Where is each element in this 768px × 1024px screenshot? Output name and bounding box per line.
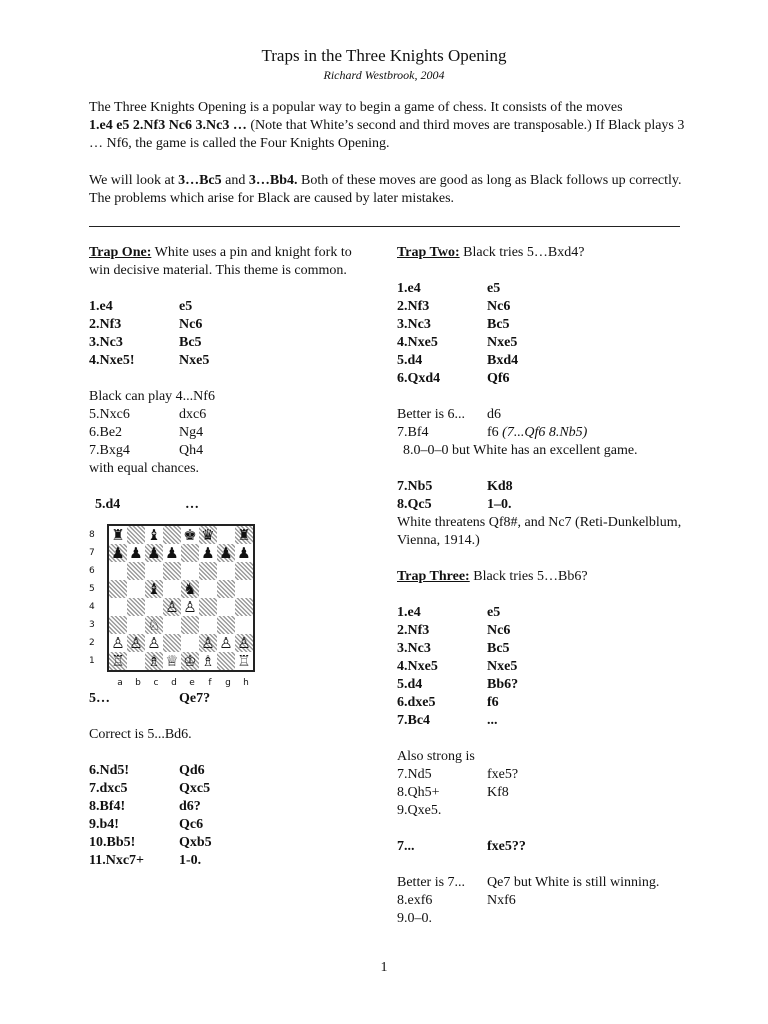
move-row: [397, 766, 697, 784]
move-row: [397, 280, 697, 298]
move-row: [89, 762, 374, 780]
chess-piece: ♞: [183, 580, 197, 598]
board-square: [145, 652, 163, 670]
board-square: [217, 652, 235, 670]
move-black: Nxe5: [487, 659, 518, 674]
chess-piece: ♙: [183, 598, 197, 616]
move-white: 7.dxc5: [89, 781, 128, 796]
trap-three-also: Also strong is: [397, 749, 475, 764]
chess-piece: ♙: [219, 634, 233, 652]
move-white: 8.Qh5+: [397, 785, 440, 800]
board-square: [163, 526, 181, 544]
board-square: [109, 598, 127, 616]
board-square: [145, 562, 163, 580]
chess-piece: ♗: [147, 652, 161, 670]
trap-one-moves: [89, 298, 374, 370]
intro-text-b: (Note that White’s second and third moves are transposable.) If Black plays 3 … Nf6, the game is called the Four Knights Opening.: [89, 118, 685, 151]
trap-two-moves-2: [397, 478, 697, 514]
move-row: [397, 640, 697, 658]
move-black: fxe5??: [487, 839, 526, 854]
file-label: a: [117, 678, 123, 688]
board-square: [127, 580, 145, 598]
rank-label: 2: [89, 638, 95, 648]
chess-piece: ♟: [237, 544, 251, 562]
move-white: 1.e4: [397, 605, 421, 620]
board-square: [145, 598, 163, 616]
board-square: [127, 634, 145, 652]
intro2-text: We will look at: [89, 173, 179, 188]
trap-one-move-5b: [89, 690, 374, 708]
move-white: 8.exf6: [397, 893, 433, 908]
move-row: [397, 604, 697, 622]
move-black: Bb6?: [487, 677, 519, 692]
move-row: [89, 780, 374, 798]
move-row: [89, 798, 374, 816]
board-square: [181, 526, 199, 544]
board-square: [181, 616, 199, 634]
move-black: Bc5: [179, 335, 202, 350]
trap-one-intro: [89, 244, 374, 280]
board-square: [163, 580, 181, 598]
board-square: [163, 562, 181, 580]
rank-label: 3: [89, 620, 95, 630]
page-number: 1: [380, 960, 388, 975]
trap-three-also-moves: [397, 766, 697, 802]
board-square: [199, 598, 217, 616]
move-white: 7.Nb5: [397, 479, 433, 494]
move-black: Nxe5: [487, 335, 518, 350]
move-white: 8.Qc5: [397, 497, 432, 512]
trap-two-line-2: [397, 424, 697, 442]
chess-piece: ♖: [237, 652, 251, 670]
move-white: 9.b4!: [89, 817, 119, 832]
move-white: 7.Bf4: [397, 425, 429, 440]
move-black: Qh4: [179, 443, 204, 458]
move-white: 1.e4: [89, 299, 113, 314]
board-square: [181, 652, 199, 670]
move-black: Qd6: [179, 763, 205, 778]
move-black: Qxc5: [179, 781, 211, 796]
board-square: [235, 634, 253, 652]
trap-one-alt-moves: [89, 406, 374, 460]
move-row: [397, 622, 697, 640]
move-black: 1–0.: [487, 497, 512, 512]
board-square: [145, 544, 163, 562]
move-black: Qxb5: [179, 835, 212, 850]
board-square: [127, 652, 145, 670]
board-square: [217, 526, 235, 544]
trap-two-heading: Trap Two:: [397, 245, 460, 260]
move-white: 3.Nc3: [397, 641, 431, 656]
move-row: [397, 478, 697, 496]
trap-one-moves-2: [89, 762, 374, 870]
trap-three-also-end: 9.Qxe5.: [397, 803, 442, 818]
trap-one-alt-outro: with equal chances.: [89, 461, 200, 476]
move-white: 1.e4: [397, 281, 421, 296]
board-square: [235, 616, 253, 634]
move-black: e5: [487, 605, 501, 620]
chess-piece: ♜: [111, 526, 125, 544]
chess-piece: ♗: [201, 652, 215, 670]
trap-two-better: [397, 406, 697, 424]
move-black: Nc6: [487, 299, 511, 314]
move-black: d6: [487, 407, 501, 422]
move-white: 5.d4: [95, 497, 121, 512]
chess-diagram: [89, 522, 374, 690]
move-white: 5.d4: [397, 353, 423, 368]
board-square: [199, 544, 217, 562]
chess-piece: ♙: [147, 634, 161, 652]
board-square: [217, 580, 235, 598]
board-square: [181, 580, 199, 598]
move-black: 1-0.: [179, 853, 202, 868]
board-square: [109, 526, 127, 544]
board-square: [127, 562, 145, 580]
move-white: Better is 7...: [397, 875, 466, 890]
chess-piece: ♘: [147, 616, 161, 634]
variation-note: (7...Qf6 8.Nb5): [502, 425, 588, 440]
move-white: 3.Nc3: [89, 335, 123, 350]
chess-piece: ♙: [165, 598, 179, 616]
move-black: e5: [179, 299, 193, 314]
move-black: Bxd4: [487, 353, 519, 368]
rank-label: 1: [89, 656, 95, 666]
move-white: 4.Nxe5: [397, 659, 438, 674]
board-square: [235, 598, 253, 616]
board-square: [109, 634, 127, 652]
move-black: ...: [487, 713, 498, 728]
trap-two-text: Black tries 5…Bxd4?: [459, 245, 585, 260]
board-square: [109, 580, 127, 598]
board-square: [163, 652, 181, 670]
file-label: g: [225, 678, 231, 688]
board-square: [235, 580, 253, 598]
move-black: dxc6: [179, 407, 207, 422]
board-square: [199, 562, 217, 580]
intro2-text-b: Both of these moves are good as long as Black follows up correctly. The problems which arise for Black are caused by later mistakes.: [89, 173, 682, 206]
move-row: [89, 834, 374, 852]
document-author: Richard Westbrook, 2004: [323, 68, 445, 82]
file-label: d: [171, 678, 177, 688]
chess-piece: ♟: [147, 544, 161, 562]
board-square: [199, 652, 217, 670]
move-black: Kf8: [487, 785, 509, 800]
trap-three-text: Black tries 5…Bb6?: [469, 569, 588, 584]
move-black: d6?: [179, 799, 201, 814]
move-black: Ng4: [179, 425, 204, 440]
trap-one-text: White uses a pin and knight fork to win decisive material. This theme is common.: [89, 245, 352, 278]
board-square: [145, 634, 163, 652]
chess-piece: ♟: [111, 544, 125, 562]
move-white: 5.d4: [397, 677, 423, 692]
board-square: [127, 544, 145, 562]
chess-piece: ♝: [147, 526, 161, 544]
move-row: [89, 442, 374, 460]
intro-paragraph-2: [89, 172, 689, 208]
move-white: 6.Nd5!: [89, 763, 130, 778]
trap-three-heading: Trap Three:: [397, 569, 470, 584]
board-square: [199, 634, 217, 652]
board-square: [163, 634, 181, 652]
board-square: [181, 598, 199, 616]
trap-one-column: [89, 244, 374, 870]
file-label: c: [153, 678, 159, 688]
intro2-move-2: 3…Bb4.: [248, 173, 298, 188]
rank-label: 5: [89, 584, 95, 594]
move-row: [89, 424, 374, 442]
board-square: [235, 544, 253, 562]
move-black: …: [185, 497, 199, 512]
chess-piece: ♟: [201, 544, 215, 562]
board-square: [199, 526, 217, 544]
move-row: [89, 406, 374, 424]
move-white: 6.Be2: [89, 425, 123, 440]
intro2-and: and: [221, 173, 249, 188]
file-label: b: [135, 678, 141, 688]
move-black: Nc6: [487, 623, 511, 638]
move-row: [397, 316, 697, 334]
chess-piece: ♕: [165, 652, 179, 670]
board-square: [181, 634, 199, 652]
rank-label: 6: [89, 566, 95, 576]
trap-three-moves: [397, 604, 697, 730]
board-square: [109, 616, 127, 634]
move-white: 8.Bf4!: [89, 799, 126, 814]
trap-two-threat: White threatens Qf8#, and Nc7 (Reti-Dunkelblum, Vienna, 1914.): [397, 515, 682, 548]
board-square: [145, 526, 163, 544]
move-row: [397, 370, 697, 388]
chess-piece: ♙: [237, 634, 251, 652]
board-square: [181, 562, 199, 580]
move-row: [397, 496, 697, 514]
trap-two-intro: [397, 244, 697, 262]
move-black: e5: [487, 281, 501, 296]
move-black: Kd8: [487, 479, 513, 494]
move-black: Bc5: [487, 641, 510, 656]
move-white: 6.Qxd4: [397, 371, 441, 386]
move-black: Qf6: [487, 371, 510, 386]
board-square: [217, 634, 235, 652]
trap-three-better: [397, 874, 697, 892]
move-white: 4.Nxe5!: [89, 353, 135, 368]
move-row: [397, 334, 697, 352]
rank-label: 4: [89, 602, 95, 612]
move-row: [89, 316, 374, 334]
board-square: [217, 598, 235, 616]
trap-three-intro: [397, 568, 697, 586]
move-row: [89, 334, 374, 352]
chess-board: [107, 524, 255, 672]
board-square: [127, 616, 145, 634]
chess-piece: ♜: [237, 526, 251, 544]
file-label: h: [243, 678, 249, 688]
board-square: [127, 526, 145, 544]
chess-piece: ♚: [183, 526, 197, 544]
move-white: 7.Nd5: [397, 767, 432, 782]
move-row: [397, 676, 697, 694]
chess-piece: ♔: [183, 652, 197, 670]
move-white: Better is 6...: [397, 407, 466, 422]
trap-three-end: 9.0–0.: [397, 911, 432, 926]
trap-two-three-column: [397, 244, 697, 928]
move-black: f6: [487, 425, 503, 440]
move-white: 7.Bc4: [397, 713, 431, 728]
board-square: [199, 580, 217, 598]
chess-piece: ♛: [201, 526, 215, 544]
move-white: 2.Nf3: [397, 623, 430, 638]
move-black: Nxe5: [179, 353, 210, 368]
rank-label: 7: [89, 548, 95, 558]
chess-piece: ♟: [219, 544, 233, 562]
move-row: [89, 852, 374, 870]
move-row: [397, 298, 697, 316]
move-black: Qc6: [179, 817, 204, 832]
move-black: Bc5: [487, 317, 510, 332]
file-labels: [111, 674, 255, 692]
board-square: [163, 544, 181, 562]
move-white: 2.Nf3: [89, 317, 122, 332]
trap-three-better-2: [397, 892, 697, 910]
move-white: 5…: [89, 691, 110, 706]
board-square: [163, 598, 181, 616]
move-white: 6.dxe5: [397, 695, 436, 710]
chess-piece: ♝: [147, 580, 161, 598]
move-row: [397, 784, 697, 802]
move-black: fxe5?: [487, 767, 519, 782]
intro-moves: 1.e4 e5 2.Nf3 Nc6 3.Nc3 …: [89, 118, 247, 133]
move-black: f6: [487, 695, 499, 710]
move-row: [89, 298, 374, 316]
move-row: [397, 352, 697, 370]
chess-piece: ♟: [129, 544, 143, 562]
move-row: [397, 694, 697, 712]
trap-two-line-3: 8.0–0–0 but White has an excellent game.: [403, 443, 638, 458]
move-black: Qe7?: [179, 691, 211, 706]
move-white: 7.Bxg4: [89, 443, 130, 458]
move-white: 4.Nxe5: [397, 335, 438, 350]
move-black: Qe7 but White is still winning.: [487, 875, 660, 890]
document-title: Traps in the Three Knights Opening: [261, 46, 507, 65]
rank-labels: [89, 526, 101, 670]
intro-paragraph-1: [89, 99, 689, 153]
move-white: 10.Bb5!: [89, 835, 136, 850]
rank-label: 8: [89, 530, 95, 540]
board-square: [235, 652, 253, 670]
move-row: [397, 658, 697, 676]
board-square: [199, 616, 217, 634]
board-square: [217, 616, 235, 634]
file-label: e: [189, 678, 195, 688]
move-white: 5.Nxc6: [89, 407, 130, 422]
board-square: [235, 562, 253, 580]
board-square: [109, 562, 127, 580]
intro-text: The Three Knights Opening is a popular way to begin a game of chess. It consists of the moves: [89, 100, 623, 115]
board-square: [235, 526, 253, 544]
chess-piece: ♟: [165, 544, 179, 562]
board-square: [145, 580, 163, 598]
file-label: f: [208, 678, 212, 688]
move-row: [89, 352, 374, 370]
trap-one-alt-intro: Black can play 4...Nf6: [89, 389, 215, 404]
move-white: 2.Nf3: [397, 299, 430, 314]
board-square: [127, 598, 145, 616]
move-black: Nc6: [179, 317, 203, 332]
board-square: [217, 544, 235, 562]
intro2-move-1: 3…Bc5: [178, 173, 222, 188]
trap-one-heading: Trap One:: [89, 245, 152, 260]
move-black: Nxf6: [487, 893, 516, 908]
move-row: [89, 816, 374, 834]
move-white: 7...: [397, 839, 415, 854]
move-white: 11.Nxc7+: [89, 853, 145, 868]
board-square: [145, 616, 163, 634]
chess-piece: ♖: [111, 652, 125, 670]
chess-piece: ♙: [201, 634, 215, 652]
board-square: [163, 616, 181, 634]
board-square: [109, 652, 127, 670]
board-square: [109, 544, 127, 562]
section-divider: [89, 226, 680, 227]
chess-piece: ♙: [111, 634, 125, 652]
trap-one-move-5: [89, 496, 374, 514]
move-row: [397, 712, 697, 730]
chess-piece: ♙: [129, 634, 143, 652]
trap-three-move-7: [397, 838, 697, 856]
board-square: [181, 544, 199, 562]
trap-one-correct: Correct is 5...Bd6.: [89, 727, 192, 742]
board-square: [217, 562, 235, 580]
trap-two-moves: [397, 280, 697, 388]
move-white: 3.Nc3: [397, 317, 431, 332]
